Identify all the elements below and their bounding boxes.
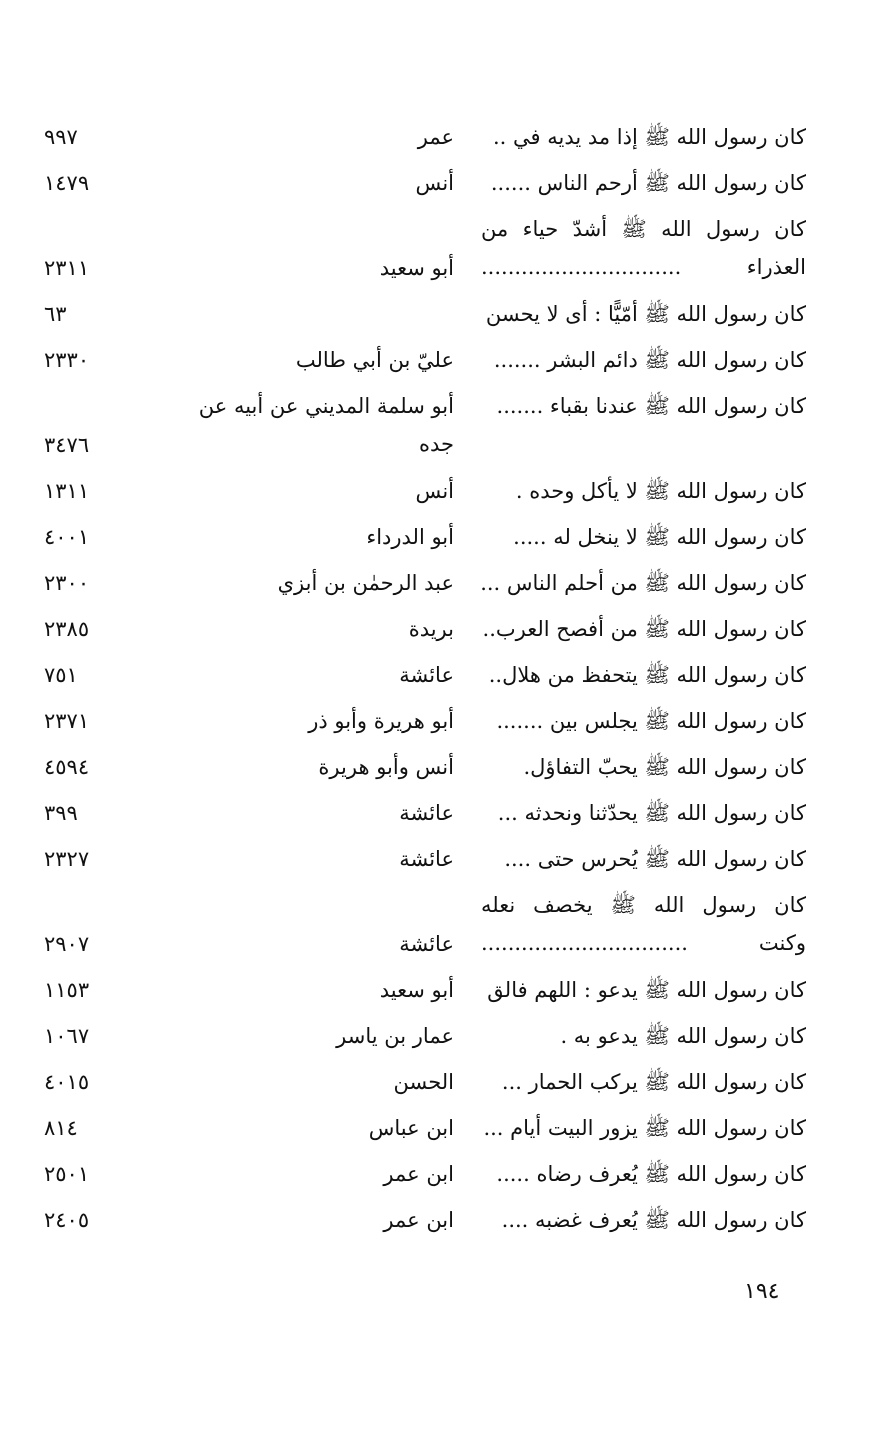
hadith-text: كان رسول الله ﷺ يُعرف غضبه .... [501,1208,806,1232]
hadith-text: كان رسول الله ﷺ عندنا بقباء ....... [496,394,806,418]
hadith-text-line: العذراء .............................. [481,255,806,279]
narrator-name: عائشة [399,932,454,956]
narrator-name: أبو الدرداء [366,525,454,549]
narrator-name: عائشة [399,847,454,871]
index-entry [0,387,891,464]
narrator-name: أبو هريرة وأبو ذر [308,709,454,733]
hadith-text-line: كان رسول الله ﷺ يخصف نعله [481,893,806,917]
hadith-number: ٢٣٣٠ [44,348,90,372]
hadith-text-line: كان رسول الله ﷺ أشدّ حياء من [481,217,806,241]
hadith-text: كان رسول الله ﷺ يركب الحمار ... [501,1070,806,1094]
hadith-text: كان رسول الله ﷺ يحبّ التفاؤل. [523,755,806,779]
hadith-number: ٢٩٠٧ [44,932,90,956]
hadith-text: كان رسول الله ﷺ يدعو به . [560,1024,806,1048]
index-entry [0,1201,891,1239]
narrator-name [198,387,454,463]
hadith-number: ٢٣٨٥ [44,617,90,641]
hadith-number: ٨١٤ [44,1116,78,1140]
hadith-text: كان رسول الله ﷺ يُعرف رضاه ..... [496,1162,806,1186]
index-entry [0,564,891,602]
hadith-number: ٧٥١ [44,663,78,687]
index-entry [0,1109,891,1147]
hadith-number: ١١٥٣ [44,978,90,1002]
hadith-number: ٢٤٠٥ [44,1208,90,1232]
narrator-name: عائشة [399,801,454,825]
index-entry [0,518,891,556]
hadith-text: كان رسول الله ﷺ من أحلم الناس ... [480,571,806,595]
hadith-index-list [0,118,891,1247]
hadith-number: ٣٤٧٦ [44,433,90,457]
index-entry [0,118,891,156]
hadith-number: ٤٥٩٤ [44,755,90,779]
hadith-text-line: وكنت ............................... [481,931,806,955]
hadith-text [481,210,806,286]
narrator-name: عائشة [399,663,454,687]
hadith-text [481,886,806,962]
hadith-text: كان رسول الله ﷺ يزور البيت أيام ... [483,1116,806,1140]
hadith-text: كان رسول الله ﷺ أمّيًّا : أى لا يحسن [485,302,806,326]
hadith-number: ٤٠٠١ [44,525,90,549]
index-entry [0,748,891,786]
narrator-name: أبو سعيد [379,256,454,280]
hadith-number: ٤٠١٥ [44,1070,90,1094]
hadith-text: كان رسول الله ﷺ من أفصح العرب.. [482,617,806,641]
narrator-name: ابن عباس [368,1116,454,1140]
index-entry [0,295,891,333]
hadith-number: ٢٣٠٠ [44,571,90,595]
hadith-number: ٢٣١١ [44,256,90,280]
hadith-text: كان رسول الله ﷺ يجلس بين ....... [496,709,806,733]
index-entry [0,1017,891,1055]
hadith-text: كان رسول الله ﷺ أرحم الناس ...... [490,171,806,195]
index-entry [0,886,891,963]
hadith-number: ٢٥٠١ [44,1162,90,1186]
narrator-name: أبو سعيد [379,978,454,1002]
hadith-number: ١٠٦٧ [44,1024,90,1048]
narrator-name: الحسن [393,1070,454,1094]
narrator-name: عليّ بن أبي طالب [295,348,454,372]
index-entry [0,702,891,740]
index-entry [0,610,891,648]
hadith-text: كان رسول الله ﷺ يتحفظ من هلال.. [488,663,806,687]
index-entry [0,472,891,510]
hadith-number: ٢٣٧١ [44,709,90,733]
narrator-line: جده [418,432,454,456]
narrator-name: عمار بن ياسر [336,1024,454,1048]
hadith-text: كان رسول الله ﷺ لا يأكل وحده . [515,479,806,503]
index-entry [0,341,891,379]
narrator-name: ابن عمر [383,1208,454,1232]
index-entry [0,1063,891,1101]
narrator-name: عبد الرحمٰن بن أبزي [277,571,454,595]
narrator-name: ابن عمر [383,1162,454,1186]
index-entry [0,1155,891,1193]
narrator-name: أنس [415,171,454,195]
narrator-name: أنس [415,479,454,503]
narrator-line: أبو سلمة المديني عن أبيه عن [198,394,454,418]
narrator-name: أنس وأبو هريرة [318,755,454,779]
hadith-text: كان رسول الله ﷺ يدعو : اللهم فالق [487,978,806,1002]
hadith-number: ١٤٧٩ [44,171,90,195]
hadith-text: كان رسول الله ﷺ يُحرس حتى .... [504,847,806,871]
hadith-number: ٢٣٢٧ [44,847,90,871]
index-entry [0,164,891,202]
index-entry [0,971,891,1009]
narrator-name: عمر [417,125,454,149]
hadith-text: كان رسول الله ﷺ لا ينخل له ..... [513,525,806,549]
hadith-number: ٣٩٩ [44,801,78,825]
index-entry [0,794,891,832]
hadith-text: كان رسول الله ﷺ يحدّثنا ونحدثه ... [497,801,806,825]
index-entry [0,840,891,878]
hadith-text: كان رسول الله ﷺ إذا مد يديه في .. [492,125,806,149]
hadith-number: ٩٩٧ [44,125,78,149]
hadith-number: ٦٣ [44,302,67,326]
hadith-text: كان رسول الله ﷺ دائم البشر ....... [493,348,806,372]
page-number: ١٩٤ [744,1279,780,1304]
index-entry [0,210,891,287]
hadith-number: ١٣١١ [44,479,90,503]
index-entry [0,656,891,694]
narrator-name: بريدة [408,617,454,641]
